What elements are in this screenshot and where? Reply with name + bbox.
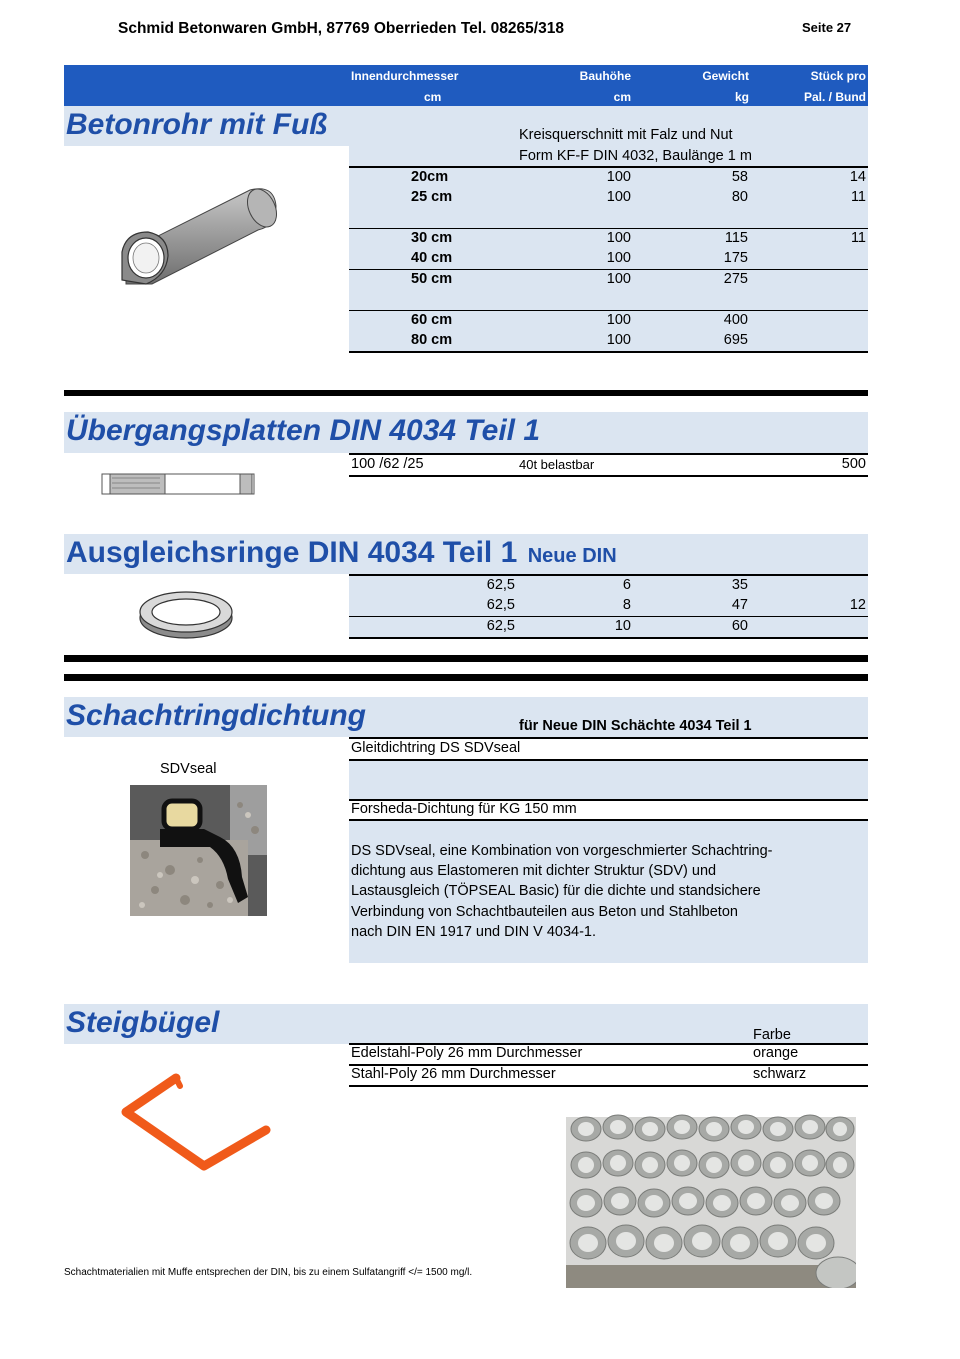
uebergang-weight: 500 — [841, 456, 866, 472]
col-height-unit: cm — [613, 90, 631, 104]
section-divider — [64, 674, 868, 681]
cell-pieces: 11 — [850, 189, 866, 205]
betonrohr-table — [349, 168, 868, 354]
table-row — [349, 331, 868, 353]
cell-diameter: 40 cm — [411, 250, 453, 266]
pipe-stack-photo — [566, 1107, 856, 1288]
footnote: Schachtmaterialien mit Muffe entsprechen der DIN, bis zu einem Sulfatangriff </= 1500 mg/l. — [64, 1267, 473, 1278]
cell-pieces: 12 — [849, 597, 866, 613]
cell-height: 6 — [622, 577, 631, 593]
cell-height: 100 — [606, 189, 631, 205]
cell-pieces: 14 — [849, 169, 866, 185]
cell-diameter: 60 cm — [411, 312, 453, 328]
page-number: Seite 27 — [802, 20, 852, 35]
cell-height: 100 — [606, 312, 631, 328]
col-diameter: Innendurchmesser — [351, 69, 459, 83]
table-row — [349, 290, 868, 312]
company-header: Schmid Betonwaren GmbH, 87769 Oberrieden Tel. 08265/318 — [118, 20, 564, 37]
steig-row — [349, 1045, 868, 1066]
steig-title: Steigbügel — [66, 1006, 220, 1039]
table-row — [349, 270, 868, 292]
ausgleich-table — [349, 576, 868, 638]
steig-row — [349, 1066, 868, 1087]
col-pieces-unit: Pal. / Bund — [803, 90, 866, 104]
cell-diameter: 62,5 — [486, 618, 515, 634]
ausgleich-subtitle: Neue DIN — [527, 545, 617, 567]
dichtung-title: Schachtringdichtung — [66, 699, 366, 732]
table-row — [349, 576, 868, 598]
dichtung-item-1: Gleitdichtring DS SDVseal — [351, 740, 521, 756]
betonrohr-desc-1: Kreisquerschnitt mit Falz und Nut — [519, 127, 733, 143]
cell-diameter: 25 cm — [411, 189, 453, 205]
dichtung-desc-line: DS SDVseal, eine Kombination von vorgeschmierter Schachtring- — [351, 843, 773, 859]
uebergang-row — [349, 453, 868, 477]
table-row — [349, 596, 868, 618]
cell-weight: 60 — [731, 618, 748, 634]
table-row — [349, 249, 868, 271]
dichtung-row-1 — [349, 739, 868, 761]
dichtung-desc-line: Verbindung von Schachtbauteilen aus Beton und Stahlbeton — [351, 904, 738, 920]
dichtung-desc-line: Lastausgleich (TÖPSEAL Basic) für die dichte und standsichere — [351, 883, 761, 899]
dichtung-subtitle: für Neue DIN Schächte 4034 Teil 1 — [519, 718, 752, 734]
cell-height: 100 — [606, 169, 631, 185]
betonrohr-desc-2: Form KF-F DIN 4032, Baulänge 1 m — [519, 148, 752, 164]
uebergang-load: 40t belastbar — [519, 457, 595, 472]
uebergang-title: Übergangsplatten DIN 4034 Teil 1 — [66, 414, 541, 447]
cell-diameter: 20cm — [411, 169, 449, 185]
cell-height: 100 — [606, 332, 631, 348]
betonrohr-title: Betonrohr mit Fuß — [66, 108, 328, 141]
cell-pieces: 11 — [850, 230, 866, 246]
cell-weight: 80 — [731, 189, 748, 205]
cell-weight: 175 — [723, 250, 748, 266]
col-weight-unit: kg — [734, 90, 749, 104]
table-row — [349, 311, 868, 333]
cell-weight: 35 — [731, 577, 748, 593]
column-header-bar — [64, 65, 868, 106]
steig-color-header: Farbe — [753, 1027, 791, 1043]
cell-diameter: 62,5 — [486, 577, 515, 593]
steig-item-color: orange — [753, 1045, 799, 1061]
cell-diameter: 62,5 — [486, 597, 515, 613]
cell-diameter: 30 cm — [411, 230, 453, 246]
cell-weight: 275 — [723, 271, 748, 287]
cell-height: 8 — [622, 597, 631, 613]
dichtung-desc-line: nach DIN EN 1917 und DIN V 4034-1. — [351, 924, 597, 940]
cell-weight: 695 — [723, 332, 748, 348]
section-divider — [64, 390, 868, 396]
step-iron-image — [116, 1070, 274, 1172]
cell-weight: 400 — [723, 312, 748, 328]
col-pieces: Stück pro — [810, 69, 866, 83]
cell-weight: 47 — [731, 597, 748, 613]
steig-item-color: schwarz — [753, 1066, 807, 1082]
uebergang-dims: 100 /62 /25 — [351, 456, 424, 472]
cell-weight: 58 — [731, 169, 748, 185]
concrete-pipe-image — [112, 180, 282, 290]
cell-diameter: 50 cm — [411, 271, 453, 287]
table-row — [349, 168, 868, 190]
section-divider — [64, 655, 868, 662]
dichtung-row-2 — [349, 801, 868, 821]
dichtung-desc-line: dichtung aus Elastomeren mit dichter Struktur (SDV) und — [351, 863, 717, 879]
col-diameter-unit: cm — [424, 90, 442, 104]
cell-height: 100 — [606, 250, 631, 266]
col-weight: Gewicht — [702, 69, 749, 83]
steig-item-name: Edelstahl-Poly 26 mm Durchmesser — [351, 1045, 583, 1061]
seal-image-caption: SDVseal — [160, 761, 217, 777]
table-row — [349, 208, 868, 230]
table-row — [349, 188, 868, 210]
table-row — [349, 617, 868, 639]
col-height: Bauhöhe — [579, 69, 631, 83]
dichtung-spacer-row — [349, 761, 868, 801]
steig-item-name: Stahl-Poly 26 mm Durchmesser — [351, 1066, 556, 1082]
leveling-ring-image — [136, 588, 236, 640]
dichtung-item-2: Forsheda-Dichtung für KG 150 mm — [351, 801, 577, 817]
cell-height: 10 — [614, 618, 631, 634]
table-row — [349, 229, 868, 251]
transition-plate-image — [100, 470, 256, 498]
cell-diameter: 80 cm — [411, 332, 453, 348]
cell-height: 100 — [606, 271, 631, 287]
cell-height: 100 — [606, 230, 631, 246]
cell-weight: 115 — [724, 230, 748, 246]
ausgleich-title-group — [66, 536, 617, 570]
seal-photo-image — [130, 785, 267, 916]
ausgleich-title: Ausgleichsringe DIN 4034 Teil 1 — [66, 536, 518, 569]
